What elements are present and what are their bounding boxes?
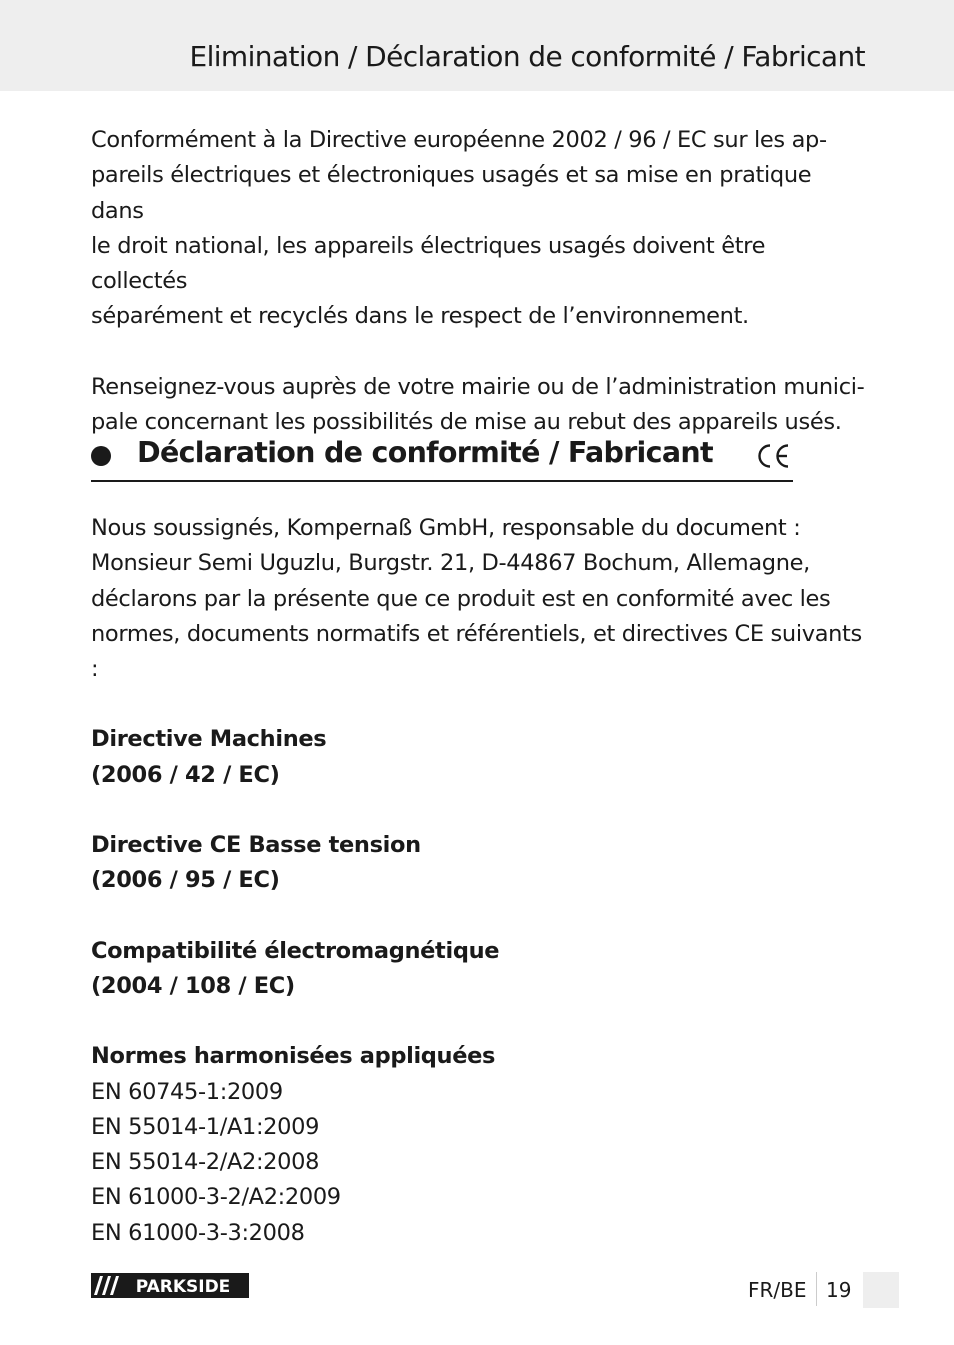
section-title: Déclaration de conformité / Fabricant (137, 436, 713, 469)
line: le droit national, les appareils électriques usagés doivent être collectés (91, 232, 766, 295)
line: normes, documents normatifs et référentiels, et directives CE suivants : (91, 620, 862, 683)
standard-item: EN 55014-2/A2:2008 (91, 1149, 320, 1176)
line: séparément et recyclés dans le respect de l’environnement. (91, 303, 749, 330)
directive-name: Directive CE Basse tension (91, 832, 421, 859)
line: Renseignez-vous auprès de votre mairie ou de l’administration munici- (91, 373, 865, 400)
directive-code: (2006 / 42 / EC) (91, 761, 280, 788)
directive-code: (2006 / 95 / EC) (91, 867, 280, 894)
line: Conformément à la Directive européenne 2002 / 96 / EC sur les ap- (91, 127, 827, 153)
disposal-paragraph-2 (91, 370, 866, 441)
disposal-paragraph-1 (91, 123, 866, 335)
directive-machines (91, 722, 866, 793)
parkside-logo (91, 1273, 249, 1298)
directive-name: Compatibilité électromagnétique (91, 937, 500, 964)
standard-item: EN 61000-3-2/A2:2009 (91, 1184, 341, 1211)
standards-heading: Normes harmonisées appliquées (91, 1043, 496, 1070)
standard-item: EN 60745-1:2009 (91, 1078, 283, 1105)
declaration-intro (91, 511, 866, 687)
line: pale concernant les possibilités de mise au rebut des appareils usés. (91, 409, 842, 436)
directive-low-voltage (91, 828, 866, 899)
line: déclarons par la présente que ce produit est en conformité avec les (91, 585, 831, 612)
page-tab-marker (863, 1272, 899, 1308)
declaration-body (91, 511, 866, 1251)
locale-label: FR/BE (748, 1278, 807, 1302)
section-heading (91, 432, 793, 482)
line: Monsieur Semi Uguzlu, Burgstr. 21, D-44867 Bochum, Allemagne, (91, 550, 810, 577)
directive-name: Directive Machines (91, 726, 327, 753)
standard-item: EN 55014-1/A1:2009 (91, 1113, 320, 1140)
standards-list (91, 1039, 866, 1251)
page-number: 19 (826, 1278, 852, 1302)
disposal-section (91, 123, 866, 440)
standard-item: EN 61000-3-3:2008 (91, 1219, 305, 1246)
line: pareils électriques et électroniques usagés et sa mise en pratique dans (91, 162, 812, 224)
directive-code: (2004 / 108 / EC) (91, 972, 295, 999)
bullet-icon (91, 446, 111, 466)
page-header-title: Elimination / Déclaration de conformité / Fabricant (189, 40, 865, 73)
directive-emc (91, 934, 866, 1005)
brand-wordmark: PARKSIDE (135, 1277, 231, 1297)
footer-divider (816, 1272, 817, 1306)
line: Nous soussignés, Kompernaß GmbH, responsable du document : (91, 515, 801, 541)
ce-mark-icon (756, 443, 790, 469)
